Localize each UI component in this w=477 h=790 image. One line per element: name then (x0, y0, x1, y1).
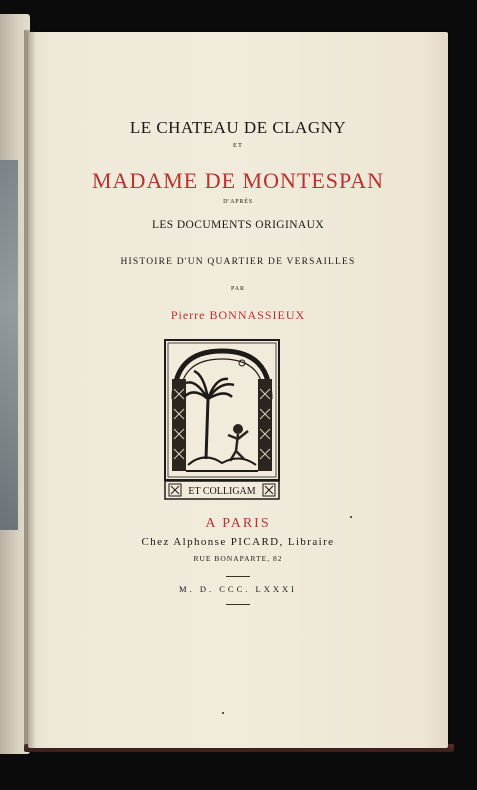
publisher-line: Chez Alphonse PICARD, Libraire (141, 536, 335, 548)
emblem-motto: ET COLLIGAM (188, 486, 256, 497)
title-line-1: LE CHATEAU DE CLAGNY (129, 118, 347, 137)
title-par: PAR (230, 286, 246, 292)
author-name: Pierre BONNASSIEUX (170, 308, 306, 322)
place-of-publication: A PARIS (205, 516, 271, 531)
divider-rule (226, 576, 250, 577)
spine-shadow (24, 30, 36, 750)
title-dapres: D'APRÈS (223, 199, 253, 205)
paper-speck (222, 712, 224, 714)
divider-rule (226, 604, 250, 605)
publisher-address: RUE BONAPARTE, 82 (193, 554, 283, 563)
title-page (28, 32, 448, 748)
title-history: HISTOIRE D'UN QUARTIER DE VERSAILLES (120, 257, 356, 267)
facing-plate-edge (0, 160, 18, 530)
paper-speck (350, 516, 352, 518)
publication-year: M. D. CCC. LXXXI (179, 584, 297, 594)
title-subtitle: LES DOCUMENTS ORIGINAUX (151, 219, 325, 231)
printer-device-icon (164, 339, 280, 501)
title-main: MADAME DE MONTESPAN (92, 168, 384, 193)
title-conjunction: ET (233, 142, 243, 149)
